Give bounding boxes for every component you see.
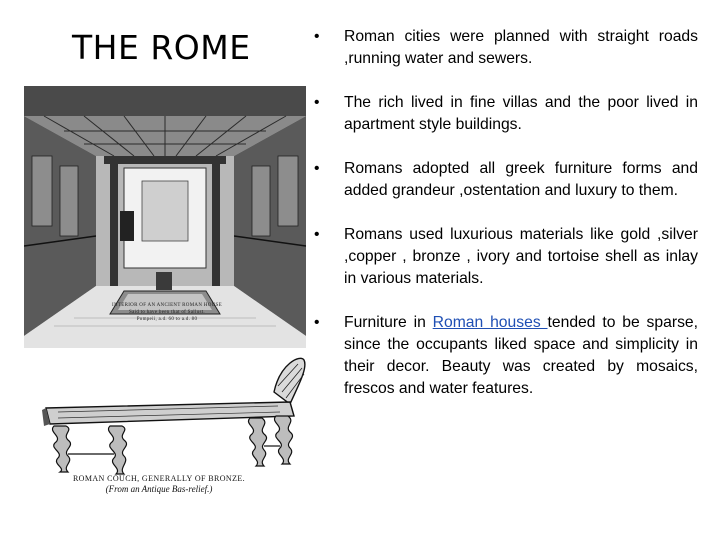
interior-caption-line: INTERIOR OF AN ANCIENT ROMAN HOUSE (112, 303, 222, 308)
bullet-dot: • (314, 28, 320, 45)
bullet-item (314, 312, 698, 400)
bullet-dot: • (314, 226, 320, 243)
interior-caption (92, 302, 242, 323)
couch-caption-line: (From an Antique Bas-relief.) (105, 484, 213, 494)
bullet-item (314, 26, 698, 70)
bullet-text: The rich lived in fine villas and the poor lived in apartment style buildings. (344, 94, 698, 133)
interior-caption-line: Pompeii, a.d. 60 to a.d. 80 (136, 317, 198, 322)
interior-caption-line: Said to have been that of Sallust. (129, 310, 205, 315)
bullet-list (314, 26, 712, 422)
bullet-item (314, 158, 712, 202)
bullet-text: Romans adopted all greek furniture forms and added grandeur ,ostentation and luxury to them. (344, 160, 712, 199)
bullet-text-after-link: tended to be sparse, since the occupants liked space and simplicity in their decor. Beauty was created by mosaics, frescos and water features. (344, 314, 698, 397)
bullet-text: Romans used luxurious materials like gold ,silver ,copper , bronze , ivory and tortoise shell as inlay in various materials. (344, 226, 698, 287)
couch-caption (64, 473, 254, 495)
couch-caption-line: ROMAN COUCH, GENERALLY OF BRONZE. (72, 474, 246, 483)
bullet-dot: • (314, 94, 320, 111)
slide-title: THE ROME (72, 28, 251, 67)
roman-houses-link[interactable]: Roman houses (432, 314, 548, 331)
bullet-text (344, 312, 698, 400)
bullet-dot: • (314, 314, 320, 331)
bullet-item (314, 92, 698, 136)
bullet-item (314, 224, 698, 290)
bullet-dot: • (314, 160, 320, 177)
bullet-text: Roman cities were planned with straight roads ,running water and sewers. (344, 28, 698, 67)
bullet-text-before-link: Furniture in (344, 314, 433, 331)
